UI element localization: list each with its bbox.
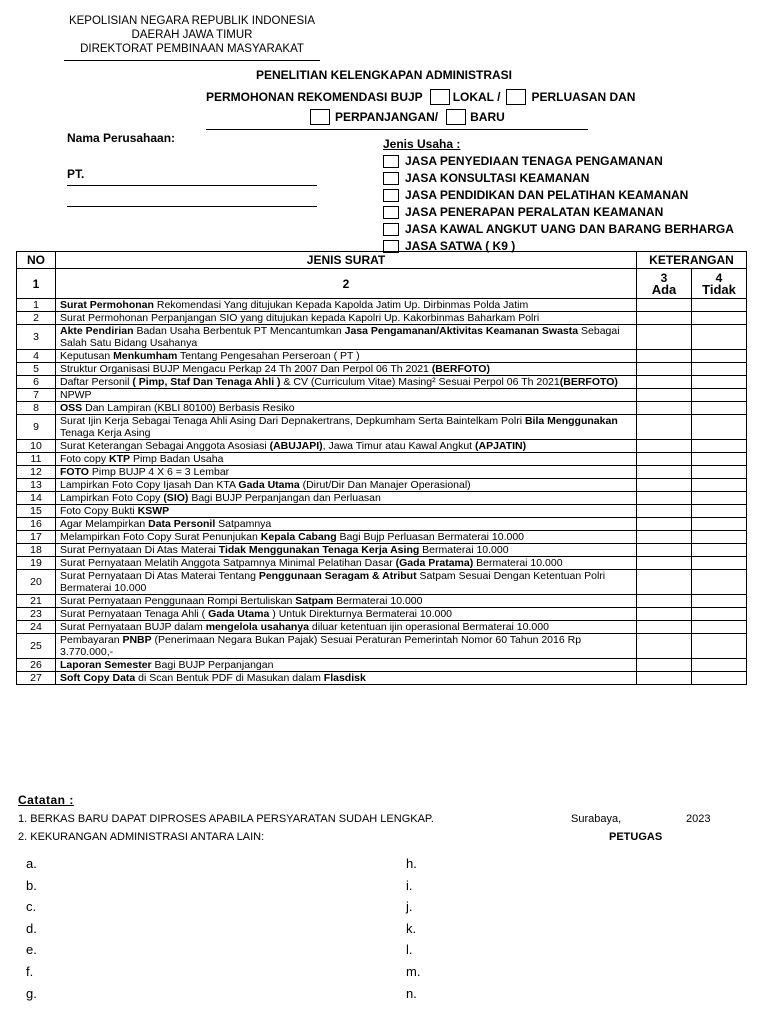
company-name-label: Nama Perusahaan: (67, 131, 176, 145)
row-number: 25 (17, 634, 56, 659)
requirement-text: Bila Menggunakan (524, 415, 618, 427)
table-row (17, 350, 747, 363)
requirement-text: Agar Melampirkan (60, 518, 149, 530)
year-label: 2023 (686, 813, 711, 825)
row-number: 16 (17, 518, 56, 531)
requirements-body (17, 299, 747, 685)
deficiency-item[interactable]: a. (26, 856, 37, 871)
catatan-label: Catatan : (18, 793, 74, 807)
requirement-text: Daftar Personil (60, 376, 133, 388)
ada-checkbox-cell[interactable] (637, 363, 692, 376)
subtitle-baru: BARU (470, 110, 505, 124)
jenis-checkbox[interactable] (383, 223, 399, 236)
tidak-checkbox-cell[interactable] (692, 672, 747, 685)
row-requirement (56, 659, 637, 672)
tidak-checkbox-cell[interactable] (692, 325, 747, 350)
requirement-text: Satpam Sesuai Dengan Ketentuan Polri Bermaterai 10.000 (60, 570, 606, 594)
requirement-text: Data Personil (148, 518, 216, 530)
requirement-text: Surat Pernyataan Di Atas Materai Tentang (60, 570, 259, 582)
deficiency-item[interactable]: n. (406, 985, 417, 1001)
table-row (17, 595, 747, 608)
requirement-text: Foto copy (60, 453, 110, 465)
table-row (17, 402, 747, 415)
deficiency-item[interactable]: m. (406, 963, 421, 979)
col-jenis-header: JENIS SURAT (56, 252, 637, 269)
requirement-text: Bagi Bujp Perluasan Bermaterai 10.000 (336, 531, 525, 543)
jenis-usaha-item: JASA PENYEDIAAN TENAGA PENGAMANAN (383, 153, 734, 170)
header-line-3: DIREKTORAT PEMBINAAN MASYARAKAT (80, 43, 304, 55)
requirement-text: Satpamnya (215, 518, 272, 530)
ada-checkbox-cell[interactable] (637, 402, 692, 415)
row-requirement (56, 312, 637, 325)
tidak-checkbox-cell[interactable] (692, 608, 747, 621)
requirement-text: (Penerimaan Negara Bukan Pajak) Sesuai Peraturan Pemerintah Nomor 60 Tahun 2016 Rp 3.770.000,- (60, 634, 582, 658)
row-number: 7 (17, 389, 56, 402)
deficiency-item[interactable]: h. (406, 856, 417, 871)
row-requirement (56, 402, 637, 415)
row-requirement (56, 634, 637, 659)
table-row (17, 325, 747, 350)
ada-checkbox-cell[interactable] (637, 608, 692, 621)
row-number: 17 (17, 531, 56, 544)
deficiency-item[interactable]: k. (406, 920, 417, 936)
deficiency-list-left (26, 853, 37, 1004)
requirement-text: Tidak Menggunakan Tenaga Kerja Asing (218, 544, 420, 556)
deficiency-item[interactable]: d. (26, 920, 37, 936)
col-keterangan-header: KETERANGAN (637, 252, 747, 269)
requirement-text: Melampirkan Foto Copy Surat Penunjukan (60, 531, 261, 543)
requirement-text: Pembayaran (60, 634, 123, 646)
requirement-text: Bagi BUJP Perpanjangan (151, 659, 274, 671)
ada-checkbox-cell[interactable] (637, 376, 692, 389)
row-number: 18 (17, 544, 56, 557)
requirement-text: Akte Pendirian (60, 325, 134, 337)
row-number: 27 (17, 672, 56, 685)
requirement-text: Laporan Semester (60, 659, 152, 671)
jenis-usaha-section (383, 136, 734, 255)
jenis-usaha-item: JASA PENDIDIKAN DAN PELATIHAN KEAMANAN (383, 187, 734, 204)
requirement-text: Kepala Cabang (260, 531, 337, 543)
row-requirement (56, 621, 637, 634)
deficiency-item[interactable]: c. (26, 899, 37, 915)
table-row (17, 570, 747, 595)
requirement-text: Bermaterai 10.000 (333, 595, 423, 607)
deficiency-item[interactable]: g. (26, 985, 37, 1001)
requirement-text: Sebagai Salah Satu Bidang Usahanya (60, 325, 620, 349)
row-requirement (56, 466, 637, 479)
col-index-1: 1 (17, 269, 56, 299)
requirement-text: Surat Pernyataan Di Atas Materai (60, 544, 219, 556)
subtitle-line-2 (310, 109, 505, 125)
table-row (17, 312, 747, 325)
table-row (17, 415, 747, 440)
baru-checkbox[interactable] (446, 109, 466, 125)
row-number: 12 (17, 466, 56, 479)
subtitle-underline (206, 129, 588, 130)
institution-header (64, 14, 320, 56)
row-requirement (56, 376, 637, 389)
requirement-text: OSS (60, 402, 83, 414)
tidak-checkbox-cell[interactable] (692, 363, 747, 376)
requirement-text: PNBP (122, 634, 152, 646)
ada-checkbox-cell[interactable] (637, 415, 692, 440)
ada-checkbox-cell[interactable] (637, 505, 692, 518)
requirement-text: Soft Copy Data (60, 672, 136, 684)
deficiency-item[interactable]: l. (406, 942, 413, 958)
requirement-text: Dan Lampiran (KBLI 80100) Berbasis Resiko (82, 402, 295, 414)
requirement-text: mengelola usahanya (205, 621, 310, 633)
ada-checkbox-cell[interactable] (637, 350, 692, 363)
requirement-text: Surat Ijin Kerja Sebagai Tenaga Ahli Asing Dari Depnakertrans, Depkumham Serta Baintelkam Polri (60, 415, 525, 427)
ada-checkbox-cell[interactable] (637, 672, 692, 685)
company-name-line-1[interactable] (67, 185, 317, 186)
row-number: 24 (17, 621, 56, 634)
tidak-checkbox-cell[interactable] (692, 453, 747, 466)
requirement-text: Jasa Pengamanan/Aktivitas Keamanan Swasta (344, 325, 579, 337)
requirement-text: (Dirut/Dir Dan Manajer Operasional) (299, 479, 471, 491)
table-row (17, 608, 747, 621)
tidak-checkbox-cell[interactable] (692, 570, 747, 595)
requirement-text: (Gada Pratama) (395, 557, 474, 569)
tidak-checkbox-cell[interactable] (692, 621, 747, 634)
city-label: Surabaya, (571, 813, 622, 825)
subtitle-perpanjangan: PERPANJANGAN/ (335, 110, 439, 124)
row-requirement (56, 299, 637, 312)
jenis-usaha-item: JASA KONSULTASI KEAMANAN (383, 170, 734, 187)
requirement-text: Satpam (295, 595, 334, 607)
table-row (17, 505, 747, 518)
requirement-text: di Scan Bentuk PDF di Masukan dalam (135, 672, 324, 684)
ada-checkbox-cell[interactable] (637, 299, 692, 312)
row-number: 11 (17, 453, 56, 466)
requirement-text: NPWP (60, 389, 92, 401)
requirement-text: Penggunaan Seragam & Atribut (258, 570, 417, 582)
subtitle-line-1 (206, 89, 635, 105)
deficiency-item[interactable]: e. (26, 942, 37, 958)
table-row (17, 672, 747, 685)
jenis-usaha-item: JASA KAWAL ANGKUT UANG DAN BARANG BERHARGA (383, 221, 734, 238)
table-row (17, 492, 747, 505)
row-requirement (56, 363, 637, 376)
requirement-text: KTP (109, 453, 131, 465)
col-tidak-header: 4 Tidak (692, 269, 747, 299)
tidak-checkbox-cell[interactable] (692, 440, 747, 453)
table-row (17, 479, 747, 492)
requirement-text: Flasdisk (323, 672, 366, 684)
row-requirement (56, 350, 637, 363)
requirement-text: , Jawa Timur atau Kawal Angkut (322, 440, 475, 452)
tidak-checkbox-cell[interactable] (692, 299, 747, 312)
requirements-table (16, 251, 747, 685)
col-index-2: 2 (56, 269, 637, 299)
requirement-text: Bermaterai 10.000 (473, 557, 563, 569)
tidak-checkbox-cell[interactable] (692, 595, 747, 608)
row-requirement (56, 518, 637, 531)
tidak-checkbox-cell[interactable] (692, 415, 747, 440)
requirement-text: Surat Pernyataan Melatih Anggota Satpamnya Minimal Pelatihan Dasar (60, 557, 396, 569)
petugas-label: PETUGAS (609, 831, 663, 843)
table-row (17, 531, 747, 544)
table-row (17, 544, 747, 557)
table-row (17, 518, 747, 531)
lokal-checkbox[interactable] (430, 89, 450, 105)
requirement-text: Lampirkan Foto Copy (60, 492, 164, 504)
requirement-text: KSWP (137, 505, 170, 517)
col-no-header: NO (17, 252, 56, 269)
requirement-text: (BERFOTO) (431, 363, 490, 375)
row-requirement (56, 595, 637, 608)
requirement-text: Bermaterai 10.000 (419, 544, 509, 556)
requirement-text: Tentang Pengesahan Perseroan ( PT ) (177, 350, 360, 362)
document-title: PENELITIAN KELENGKAPAN ADMINISTRASI (255, 68, 512, 82)
requirement-text: Menkumham (113, 350, 178, 362)
deficiency-item[interactable]: f. (26, 963, 34, 979)
tidak-checkbox-cell[interactable] (692, 402, 747, 415)
row-requirement (56, 440, 637, 453)
deficiency-item[interactable]: j. (406, 899, 413, 915)
row-number: 9 (17, 415, 56, 440)
ada-checkbox-cell[interactable] (637, 389, 692, 402)
requirement-text: & CV (Curriculum Vitae) Masing² Sesuai Perpol 06 Th 2021 (280, 376, 560, 388)
requirement-text: Tenaga Kerja Asing (60, 427, 151, 439)
header-line-1: KEPOLISIAN NEGARA REPUBLIK INDONESIA (68, 15, 316, 27)
table-row (17, 299, 747, 312)
row-requirement (56, 479, 637, 492)
table-row (17, 634, 747, 659)
row-number: 10 (17, 440, 56, 453)
ada-checkbox-cell[interactable] (637, 570, 692, 595)
tidak-checkbox-cell[interactable] (692, 479, 747, 492)
table-row (17, 621, 747, 634)
deficiency-list-right (406, 853, 420, 1004)
requirement-text: Keputusan (60, 350, 114, 362)
requirement-text: FOTO (60, 466, 89, 478)
row-number: 20 (17, 570, 56, 595)
requirement-text: Surat Permohonan (60, 299, 154, 311)
requirement-text: (BERFOTO) (559, 376, 618, 388)
subtitle-perluasan: PERLUASAN DAN (531, 90, 636, 104)
row-number: 3 (17, 325, 56, 350)
company-pt-label: PT. (67, 167, 85, 181)
requirement-text: Bagi BUJP Perpanjangan dan Perluasan (188, 492, 381, 504)
requirement-text: Struktur Organisasi BUJP Mengacu Perkap 24 Th 2007 Dan Perpol 06 Th 2021 (60, 363, 432, 375)
deficiency-item[interactable]: b. (26, 877, 37, 893)
tidak-checkbox-cell[interactable] (692, 634, 747, 659)
tidak-checkbox-cell[interactable] (692, 492, 747, 505)
jenis-checkbox[interactable] (383, 206, 399, 219)
ada-checkbox-cell[interactable] (637, 312, 692, 325)
row-number: 6 (17, 376, 56, 389)
requirement-text: Foto Copy Bukti (60, 505, 138, 517)
col-ada-header: 3 Ada (637, 269, 692, 299)
tidak-checkbox-cell[interactable] (692, 312, 747, 325)
requirement-text: Badan Usaha Berbentuk PT Mencantumkan (133, 325, 345, 337)
note-1: 1. BERKAS BARU DAPAT DIPROSES APABILA PERSYARATAN SUDAH LENGKAP. (18, 813, 434, 825)
row-requirement (56, 570, 637, 595)
header-divider (64, 60, 320, 61)
requirement-text: Pimp BUJP 4 X 6 = 3 Lembar (88, 466, 230, 478)
row-requirement (56, 557, 637, 570)
perluasan-checkbox[interactable] (506, 89, 526, 105)
row-number: 4 (17, 350, 56, 363)
tidak-checkbox-cell[interactable] (692, 659, 747, 672)
tidak-checkbox-cell[interactable] (692, 466, 747, 479)
ada-checkbox-cell[interactable] (637, 544, 692, 557)
requirement-text: (ABUJAPI) (269, 440, 323, 452)
requirement-text: Surat Pernyataan BUJP dalam (60, 621, 206, 633)
row-number: 19 (17, 557, 56, 570)
requirement-text: Lampirkan Foto Copy Ijasah Dan KTA (60, 479, 239, 491)
company-name-line-2[interactable] (67, 206, 317, 207)
table-row (17, 659, 747, 672)
requirement-text: Surat Pernyataan Penggunaan Rompi Bertuliskan (60, 595, 296, 607)
ada-checkbox-cell[interactable] (637, 595, 692, 608)
subtitle-lokal: LOKAL / (452, 90, 501, 104)
requirement-text: (SIO) (163, 492, 189, 504)
row-number: 1 (17, 299, 56, 312)
ada-checkbox-cell[interactable] (637, 479, 692, 492)
tidak-checkbox-cell[interactable] (692, 544, 747, 557)
row-number: 5 (17, 363, 56, 376)
requirement-text: Surat Permohonan Perpanjangan SIO yang ditujukan kepada Kapolri Up. Kakorbinmas Baharkam Polri (60, 312, 540, 324)
jenis-checkbox[interactable] (383, 155, 399, 168)
tidak-checkbox-cell[interactable] (692, 557, 747, 570)
row-requirement (56, 505, 637, 518)
deficiency-item[interactable]: i. (406, 877, 413, 893)
note-2: 2. KEKURANGAN ADMINISTRASI ANTARA LAIN: (18, 831, 265, 843)
ada-checkbox-cell[interactable] (637, 325, 692, 350)
table-row (17, 363, 747, 376)
ada-checkbox-cell[interactable] (637, 531, 692, 544)
row-requirement (56, 608, 637, 621)
tidak-checkbox-cell[interactable] (692, 531, 747, 544)
ada-checkbox-cell[interactable] (637, 440, 692, 453)
requirement-text: Pimp Badan Usaha (130, 453, 224, 465)
row-number: 23 (17, 608, 56, 621)
ada-checkbox-cell[interactable] (637, 518, 692, 531)
ada-checkbox-cell[interactable] (637, 453, 692, 466)
jenis-checkbox[interactable] (383, 172, 399, 185)
ada-checkbox-cell[interactable] (637, 621, 692, 634)
tidak-checkbox-cell[interactable] (692, 389, 747, 402)
table-row (17, 453, 747, 466)
ada-checkbox-cell[interactable] (637, 492, 692, 505)
row-requirement (56, 415, 637, 440)
jenis-usaha-item: JASA SATWA ( K9 ) (383, 238, 734, 255)
table-row (17, 389, 747, 402)
row-number: 14 (17, 492, 56, 505)
jenis-usaha-heading: Jenis Usaha : (383, 137, 461, 151)
row-requirement (56, 492, 637, 505)
row-number: 21 (17, 595, 56, 608)
ada-checkbox-cell[interactable] (637, 466, 692, 479)
row-number: 2 (17, 312, 56, 325)
ada-checkbox-cell[interactable] (637, 634, 692, 659)
row-number: 15 (17, 505, 56, 518)
tidak-checkbox-cell[interactable] (692, 518, 747, 531)
jenis-checkbox[interactable] (383, 189, 399, 202)
table-row (17, 466, 747, 479)
row-number: 26 (17, 659, 56, 672)
row-number: 13 (17, 479, 56, 492)
requirement-text: Gada Utama (238, 479, 300, 491)
table-row (17, 557, 747, 570)
requirement-text: Gada Utama (208, 608, 270, 620)
requirement-text: Surat Pernyataan Tenaga Ahli ( (60, 608, 209, 620)
tidak-checkbox-cell[interactable] (692, 505, 747, 518)
perpanjangan-checkbox[interactable] (310, 109, 330, 125)
tidak-checkbox-cell[interactable] (692, 376, 747, 389)
table-row (17, 376, 747, 389)
ada-checkbox-cell[interactable] (637, 557, 692, 570)
row-requirement (56, 325, 637, 350)
requirement-text: ( Pimp, Staf Dan Tenaga Ahli ) (132, 376, 281, 388)
ada-checkbox-cell[interactable] (637, 659, 692, 672)
row-requirement (56, 544, 637, 557)
requirement-text: diluar ketentuan ijin operasional Bermaterai 10.000 (309, 621, 549, 633)
notes-section (18, 793, 748, 847)
table-row (17, 440, 747, 453)
requirement-text: ) Untuk Direkturnya Bermaterai 10.000 (269, 608, 453, 620)
row-requirement (56, 453, 637, 466)
tidak-checkbox-cell[interactable] (692, 350, 747, 363)
jenis-usaha-item: JASA PENERAPAN PERALATAN KEAMANAN (383, 204, 734, 221)
header-line-2: DAERAH JAWA TIMUR (131, 29, 253, 41)
requirement-text: Surat Keterangan Sebagai Anggota Asosiasi (60, 440, 270, 452)
requirement-text: Rekomendasi Yang ditujukan Kepada Kapolda Jatim Up. Dirbinmas Polda Jatim (153, 299, 529, 311)
row-requirement (56, 672, 637, 685)
row-requirement (56, 531, 637, 544)
subtitle-part1: PERMOHONAN REKOMENDASI BUJP (206, 90, 423, 104)
requirement-text: (APJATIN) (475, 440, 527, 452)
row-requirement (56, 389, 637, 402)
row-number: 8 (17, 402, 56, 415)
